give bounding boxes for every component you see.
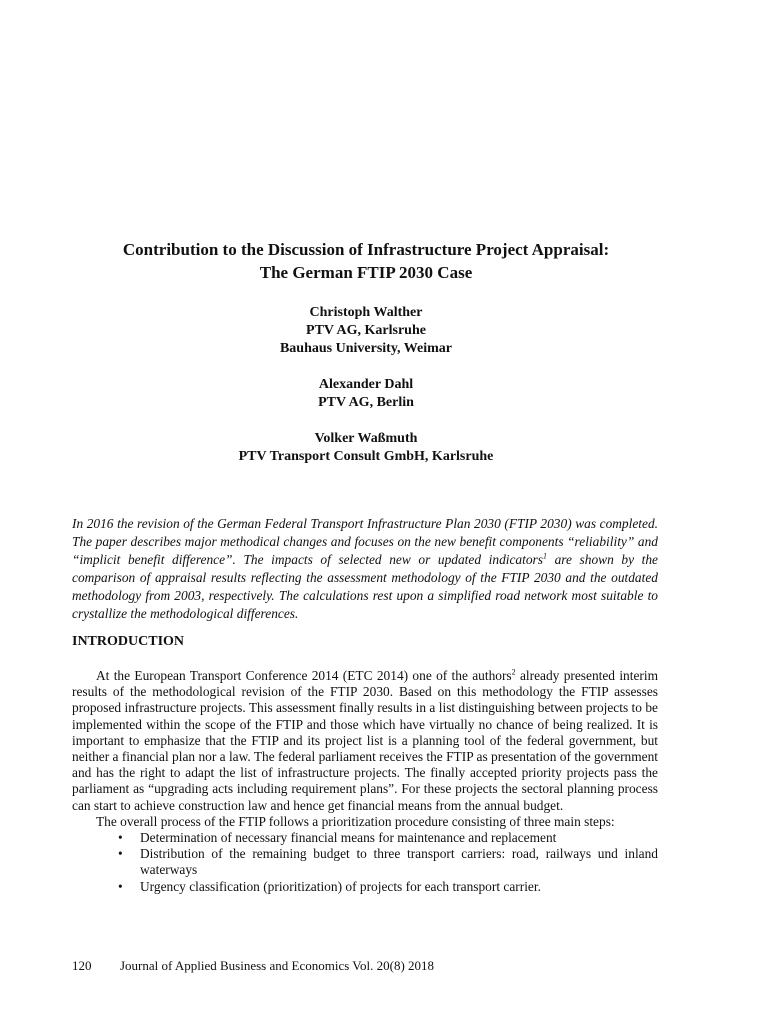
author-name: Christoph Walther [309,305,423,320]
abstract [72,515,658,623]
journal-citation: Journal of Applied Business and Economics Vol. 20(8) 2018 [120,958,435,973]
footnote-marker: 1 [542,551,547,561]
paragraph-text: already presented interim results of the methodological revision of the FTIP 2030. Based on this methodology the FTIP assesses proposed infrastructure projects. This assessment finally results in a list distinguishing between projects to be implemented within the scope of the FTIP and those which have virtually no chance of being realized. It is important to emphasize that the FTIP and its project list is a planning tool of the federal government, but neither a financial plan nor a law. The federal parliament receives the FTIP as presentation of the government and has the right to adapt the list of infrastructure projects. The finally accepted priority projects pass the parliament as “upgrading acts including requirement plans”. For these projects the sectoral planning process can start to achieve construction law and hence get financial means from the annual budget. [72,668,658,813]
title-line-1: Contribution to the Discussion of Infrastructure Project Appraisal: [122,240,610,259]
paragraph [72,668,658,814]
author-name: Alexander Dahl [318,377,414,392]
author-name: Volker Waßmuth [314,431,418,446]
title-line-2: The German FTIP 2030 Case [259,263,473,282]
paragraph-text: At the European Transport Conference 2014 (ETC 2014) one of the authors [96,668,512,683]
footnote-marker: 2 [511,667,516,677]
list-item: • Urgency classification (prioritization) of projects for each transport carrier. [140,879,658,895]
abstract-text: In 2016 the revision of the German Federal Transport Infrastructure Plan 2030 (FTIP 2030) was completed. The paper describes major methodical changes and focuses on the new benefit components “reliability” and “implicit benefit difference”. The impacts of selected new or updated indicators [72,516,658,567]
paragraph: The overall process of the FTIP follows a prioritization procedure consisting of three main steps: [96,813,615,829]
page-number: 120 [72,958,92,973]
body-text [72,668,658,895]
author-affiliation: Bauhaus University, Weimar [279,341,453,356]
author-affiliation: PTV Transport Consult GmbH, Karlsruhe [238,449,494,464]
author-list [60,304,672,484]
author-block [60,376,672,412]
page-footer [72,958,434,974]
abstract-text: are shown by the comparison of appraisal results reflecting the assessment methodology of the FTIP 2030 and the outdated methodology from 2003, respectively. The calculations rest upon a simplified road network most suitable to crystallize the methodological differences. [72,552,658,621]
list-item: • Determination of necessary financial means for maintenance and replacement [140,830,658,846]
list-item: • Distribution of the remaining budget to three transport carriers: road, railways und inland waterways [140,846,658,878]
author-block [60,430,672,466]
bullet-list [72,830,658,895]
author-block [60,304,672,358]
author-affiliation: PTV AG, Berlin [318,395,414,410]
section-heading: INTRODUCTION [72,634,185,649]
paper-title [60,238,672,284]
author-affiliation: PTV AG, Karlsruhe [306,323,426,338]
